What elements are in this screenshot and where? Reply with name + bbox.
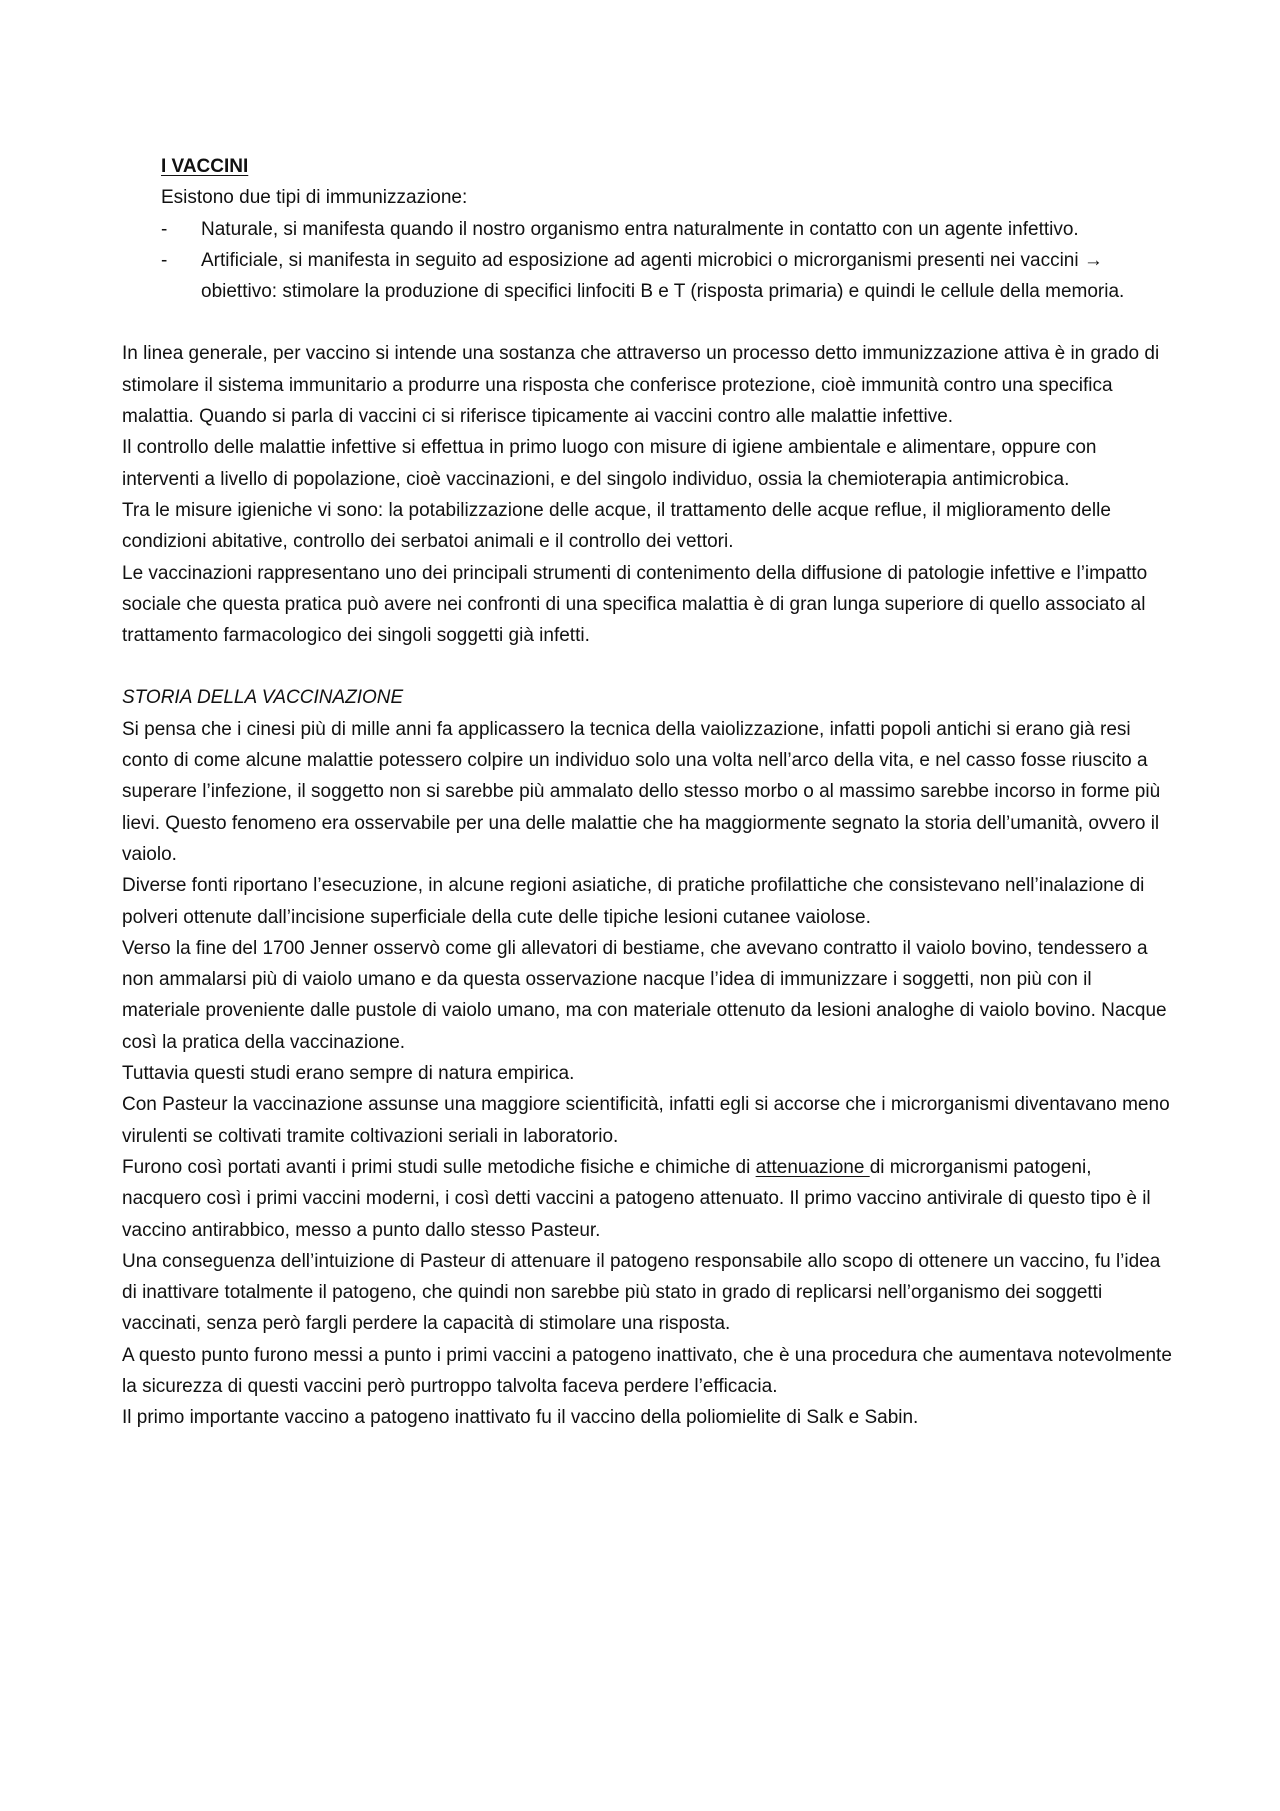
paragraph: Il controllo delle malattie infettive si effettua in primo luogo con misure di igiene ambientale e alimentare, oppure con interventi a livello di popolazione, cioè vaccinazioni, e del singolo individuo, ossia la chemioterapia antimicrobica. bbox=[122, 437, 1097, 490]
paragraph: Tuttavia questi studi erano sempre di natura empirica. bbox=[122, 1063, 575, 1085]
paragraph: Con Pasteur la vaccinazione assunse una maggiore scientificità, infatti egli si accorse che i microrganismi diventavano meno virulenti se coltivati tramite coltivazioni seriali in laboratorio. bbox=[122, 1094, 1170, 1147]
paragraph: Si pensa che i cinesi più di mille anni fa applicassero la tecnica della vaiolizzazione, infatti popoli antichi si erano già resi conto di come alcune malattie potessero colpire un individuo solo una volta nell’arco della vita, e nel casso fosse riuscito a superare l’infezione, il soggetto non si sarebbe più ammalato dello stesso morbo o al massimo sarebbe incorso in forme più lievi. Questo fenomeno era osservabile per una delle malattie che ha maggiormente segnato la storia dell’umanità, ovvero il vaiolo. bbox=[122, 718, 1161, 865]
paragraph: Le vaccinazioni rappresentano uno dei principali strumenti di contenimento della diffusione di patologie infettive e l’impatto sociale che questa pratica può avere nei confronti di una specifica malattia è di gran lunga superiore di quello associato al trattamento farmacologico dei singoli soggetti già infetti. bbox=[122, 562, 1148, 647]
list-item bbox=[161, 214, 1172, 245]
intro-block bbox=[161, 151, 1172, 307]
spacer bbox=[122, 651, 1172, 682]
list-item bbox=[161, 245, 1172, 308]
section-title: STORIA DELLA VACCINAZIONE bbox=[122, 687, 404, 709]
arrow-right-icon: → bbox=[1083, 249, 1103, 271]
spacer bbox=[122, 307, 1172, 338]
list-item-text: Naturale, si manifesta quando il nostro organismo entra naturalmente in contatto con un agente infettivo. bbox=[201, 218, 1079, 240]
paragraph-text: di microrganismi patogeni, nacquero così i primi vaccini moderni, i così detti vaccini a patogeno attenuato. Il primo vaccino antivirale di questo tipo è il vaccino antirabbico, messo a punto dallo stesso Pasteur. bbox=[122, 1156, 1151, 1241]
paragraph: Una conseguenza dell’intuizione di Pasteur di attenuare il patogeno responsabile allo scopo di ottenere un vaccino, fu l’idea di inattivare totalmente il patogeno, che quindi non sarebbe più stato in grado di replicarsi nell’organismo dei soggetti vaccinati, senza però fargli perdere la capacità di stimolare una risposta. bbox=[122, 1250, 1161, 1335]
dash-bullet: - bbox=[161, 218, 168, 240]
dash-bullet: - bbox=[161, 249, 168, 271]
list-item-text: Artificiale, si manifesta in seguito ad esposizione ad agenti microbici o microrganismi presenti nei vaccini bbox=[201, 249, 1079, 271]
paragraph: Diverse fonti riportano l’esecuzione, in alcune regioni asiatiche, di pratiche profilattiche che consistevano nell’inalazione di polveri ottenute dall’incisione superficiale della cute delle tipiche lesioni cutanee vaiolose. bbox=[122, 875, 1145, 928]
underlined-term: attenuazione bbox=[755, 1156, 870, 1178]
list-item-text: obiettivo: stimolare la produzione di specifici linfociti B e T (risposta primaria) e quindi le cellule della memoria. bbox=[201, 281, 1125, 303]
paragraph: In linea generale, per vaccino si intende una sostanza che attraverso un processo detto immunizzazione attiva è in grado di stimolare il sistema immunitario a produrre una risposta che conferisce protezione, cioè immunità contro una specifica malattia. Quando si parla di vaccini ci si riferisce tipicamente ai vaccini contro alle malattie infettive. bbox=[122, 343, 1160, 428]
document-title: I VACCINI bbox=[161, 156, 249, 177]
paragraph: Tra le misure igieniche vi sono: la potabilizzazione delle acque, il trattamento delle acque reflue, il miglioramento delle condizioni abitative, controllo dei serbatoi animali e il controllo dei vettori. bbox=[122, 499, 1111, 553]
paragraph: A questo punto furono messi a punto i primi vaccini a patogeno inattivato, che è una procedura che aumentava notevolmente la sicurezza di questi vaccini però purtroppo talvolta faceva perdere l’efficacia. bbox=[122, 1344, 1172, 1397]
paragraph-text: Furono così portati avanti i primi studi sulle metodiche fisiche e chimiche di bbox=[122, 1156, 756, 1178]
immunization-types-list bbox=[161, 214, 1172, 308]
paragraph: Verso la fine del 1700 Jenner osservò come gli allevatori di bestiame, che avevano contratto il vaiolo bovino, tendessero a non ammalarsi più di vaiolo umano e da questa osservazione nacque l’idea di immunizzare i soggetti, non più con il materiale proveniente dalle pustole di vaiolo umano, ma con materiale ottenuto da lesioni analoghe di vaiolo bovino. Nacque così la pratica della vaccinazione. bbox=[122, 937, 1167, 1053]
intro-text: Esistono due tipi di immunizzazione: bbox=[161, 187, 468, 209]
paragraph bbox=[122, 1152, 1172, 1246]
document-content bbox=[122, 151, 1172, 1434]
paragraph: Il primo importante vaccino a patogeno inattivato fu il vaccino della poliomielite di Salk e Sabin. bbox=[122, 1407, 919, 1429]
